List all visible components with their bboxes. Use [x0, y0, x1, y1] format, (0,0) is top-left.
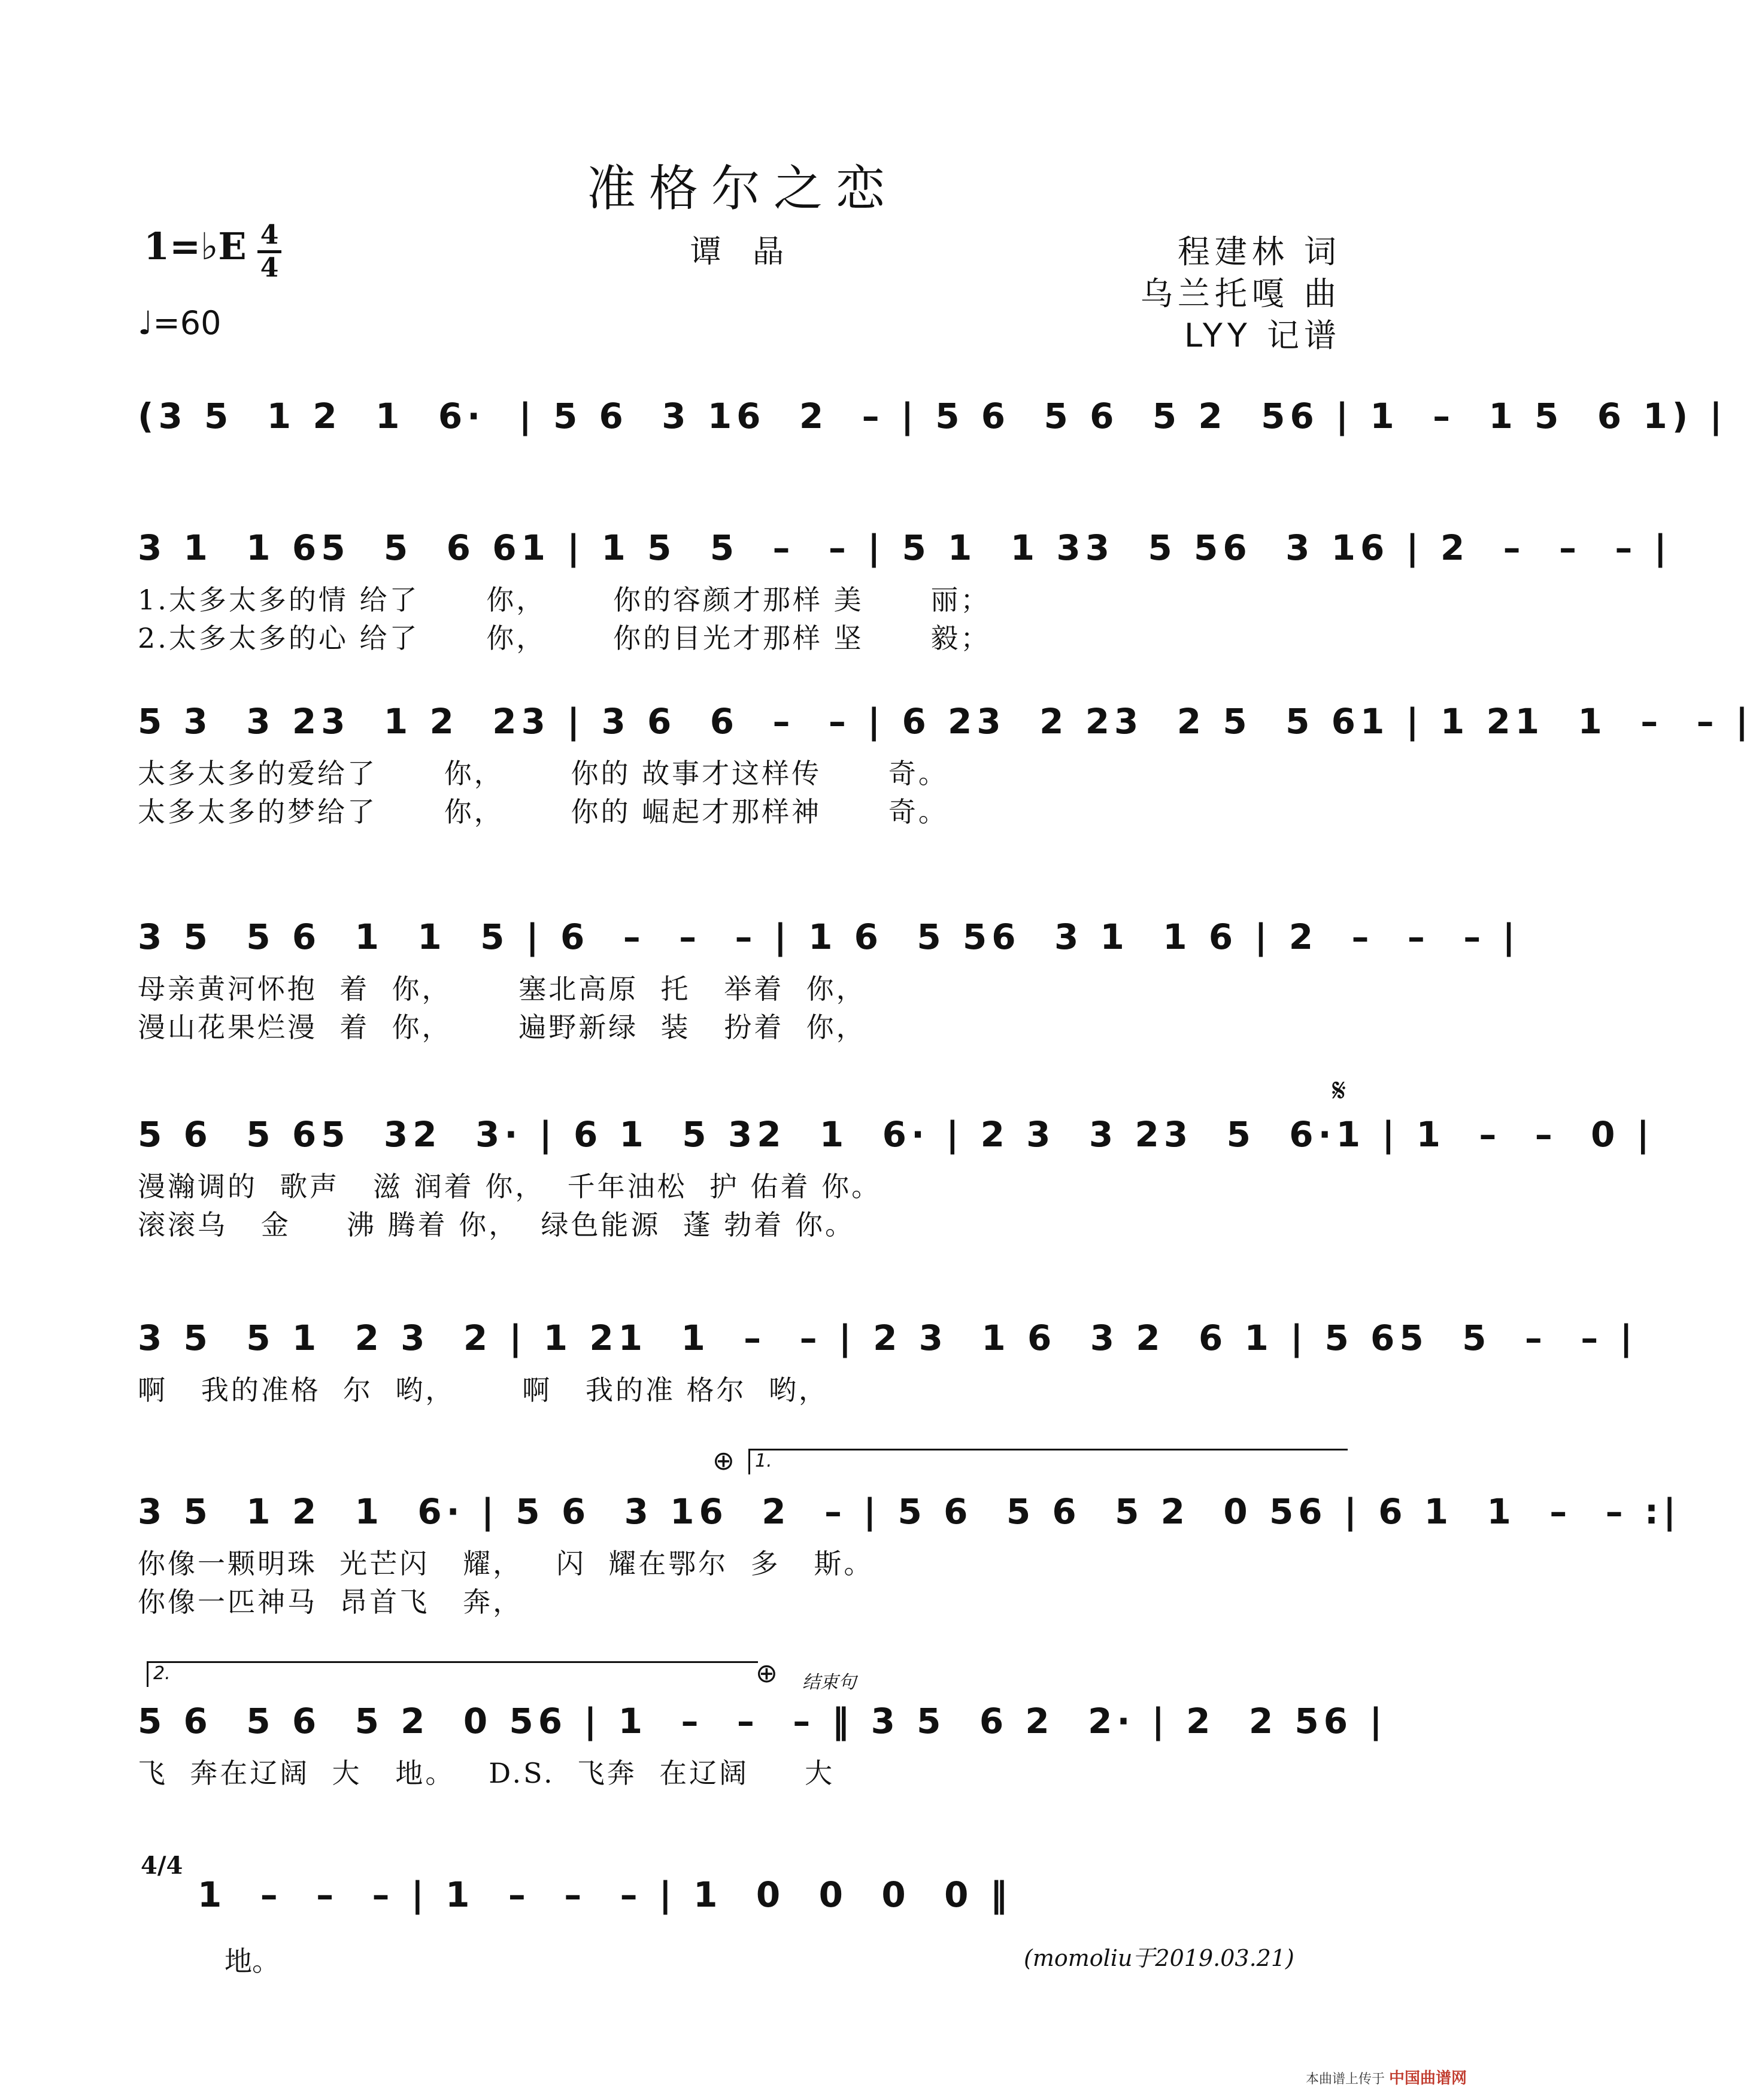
time-signature-bottom: 4: [260, 253, 279, 283]
score-line-1: [138, 383, 1727, 449]
volta-1-label: 1.: [755, 1450, 772, 1471]
score-line-7: [138, 1479, 1681, 1621]
lyrics-line-7-verse-1: 你像一颗明珠 光芒闪 耀， 闪 耀在鄂尔 多 斯。: [138, 1547, 874, 1580]
composer-credit: 乌兰托嘎 曲: [1140, 275, 1341, 312]
lyrics-line-7-verse-2: 你像一匹神马 昂首飞 奔，: [138, 1586, 523, 1618]
score-line-2: [138, 515, 1672, 657]
notes-line-6: 3 5 5 1 2 3 2 | 1 21 1 – – | 2 3 1 6 3 2 6 1 | 5 65 5 – – |: [138, 1318, 1637, 1358]
notes-line-9: 1 – – – | 1 – – – | 1 0 0 0 0 ‖: [198, 1874, 1012, 1915]
key-signature: 1=♭E: [144, 224, 247, 268]
lyrics-line-5-verse-2: 滚滚乌 金 沸 腾着 你， 绿色能源 蓬 勃着 你。: [138, 1209, 855, 1241]
lyrics-line-6: 啊 我的准格 尔 哟， 啊 我的准 格尔 哟，: [138, 1374, 829, 1406]
notes-line-8: 5 6 5 6 5 2 0 56 | 1 – – – ‖ 3 5 6 2 2· | 2 2 56 |: [138, 1701, 1387, 1741]
transcription-signature: (momoliu于2019.03.21): [1024, 1945, 1294, 1971]
segno-sign: 𝄋: [1332, 1072, 1346, 1109]
notes-line-4: 3 5 5 6 1 1 5 | 6 – – – | 1 6 5 56 3 1 1 6 | 2 – – – |: [138, 917, 1520, 957]
time-signature-return-value: 4/4: [141, 1852, 183, 1880]
notes-line-5: 5 6 5 65 32 3· | 6 1 5 32 1 6· | 2 3 3 23 5 6·1 | 1 – – 0 |: [138, 1114, 1654, 1155]
coda-sign-2: ⊕: [756, 1658, 778, 1689]
notes-line-2: 3 1 1 65 5 6 61 | 1 5 5 – – | 5 1 1 33 5 56 3 16 | 2 – – – |: [138, 527, 1672, 568]
transcriber-credit: LYY 记谱: [1184, 317, 1341, 354]
notes-line-7: 3 5 1 2 1 6· | 5 6 3 16 2 – | 5 6 5 6 5 2 0 56 | 6 1 1 – – :|: [138, 1491, 1681, 1532]
lyricist-credit: 程建林 词: [1177, 233, 1341, 271]
lyrics-line-3-verse-1: 太多太多的爱给了 你， 你的 故事才这样传 奇。: [138, 757, 948, 790]
lyrics-line-9: 地。: [225, 1945, 280, 1977]
lyrics-line-3-verse-2: 太多太多的梦给了 你， 你的 崛起才那样神 奇。: [138, 796, 948, 828]
volta-1-bracket: [748, 1449, 1348, 1474]
score-line-5: [138, 1101, 1654, 1244]
score-line-4: [138, 904, 1520, 1046]
notes-line-1: (3 5 1 2 1 6· | 5 6 3 16 2 – | 5 6 5 6 5 2 56 | 1 – 1 5 6 1) |: [138, 396, 1727, 436]
volta-2-label: 2.: [153, 1663, 171, 1684]
tempo-marking: ♩=60: [138, 304, 222, 342]
score-line-9: [198, 1862, 1353, 1928]
volta-2-bracket: [147, 1661, 758, 1687]
score-line-3: [138, 688, 1753, 831]
lyrics-line-4-verse-2: 漫山花果烂漫 着 你， 遍野新绿 装 扮着 你，: [138, 1011, 866, 1043]
lyrics-line-2-verse-2: 2.太多太多的心 给了 你， 你的目光才那样 坚 毅；: [138, 622, 991, 654]
footer-text: 本曲谱上传于: [1305, 2072, 1385, 2087]
lyrics-line-4-verse-1: 母亲黄河怀抱 着 你， 塞北高原 托 举着 你，: [138, 973, 866, 1005]
time-signature-return: [141, 1852, 183, 1880]
singer-name: 谭 晶: [690, 234, 795, 270]
song-title: 准格尔之恋: [586, 160, 898, 217]
score-line-6: [138, 1305, 1637, 1409]
footer-brand-logo[interactable]: 中国曲谱网: [1388, 2069, 1467, 2087]
coda-sign: ⊕: [712, 1446, 735, 1476]
lyrics-line-2-verse-1: 1.太多太多的情 给了 你， 你的容颜才那样 美 丽；: [138, 584, 991, 616]
lyrics-line-5-verse-1: 漫瀚调的 歌声 滋 润着 你， 千年油松 护 佑着 你。: [138, 1170, 882, 1203]
time-signature-top: 4: [260, 220, 279, 250]
ending-label: 结束句: [802, 1672, 856, 1693]
site-footer: [1306, 2066, 1467, 2088]
lyrics-line-8: 飞 奔在辽阔 大 地。 D.S. 飞奔 在辽阔 大: [138, 1757, 835, 1789]
notes-line-3: 5 3 3 23 1 2 23 | 3 6 6 – – | 6 23 2 23 2 5 5 61 | 1 21 1 – – |: [138, 701, 1753, 742]
score-line-8: [138, 1688, 1387, 1792]
